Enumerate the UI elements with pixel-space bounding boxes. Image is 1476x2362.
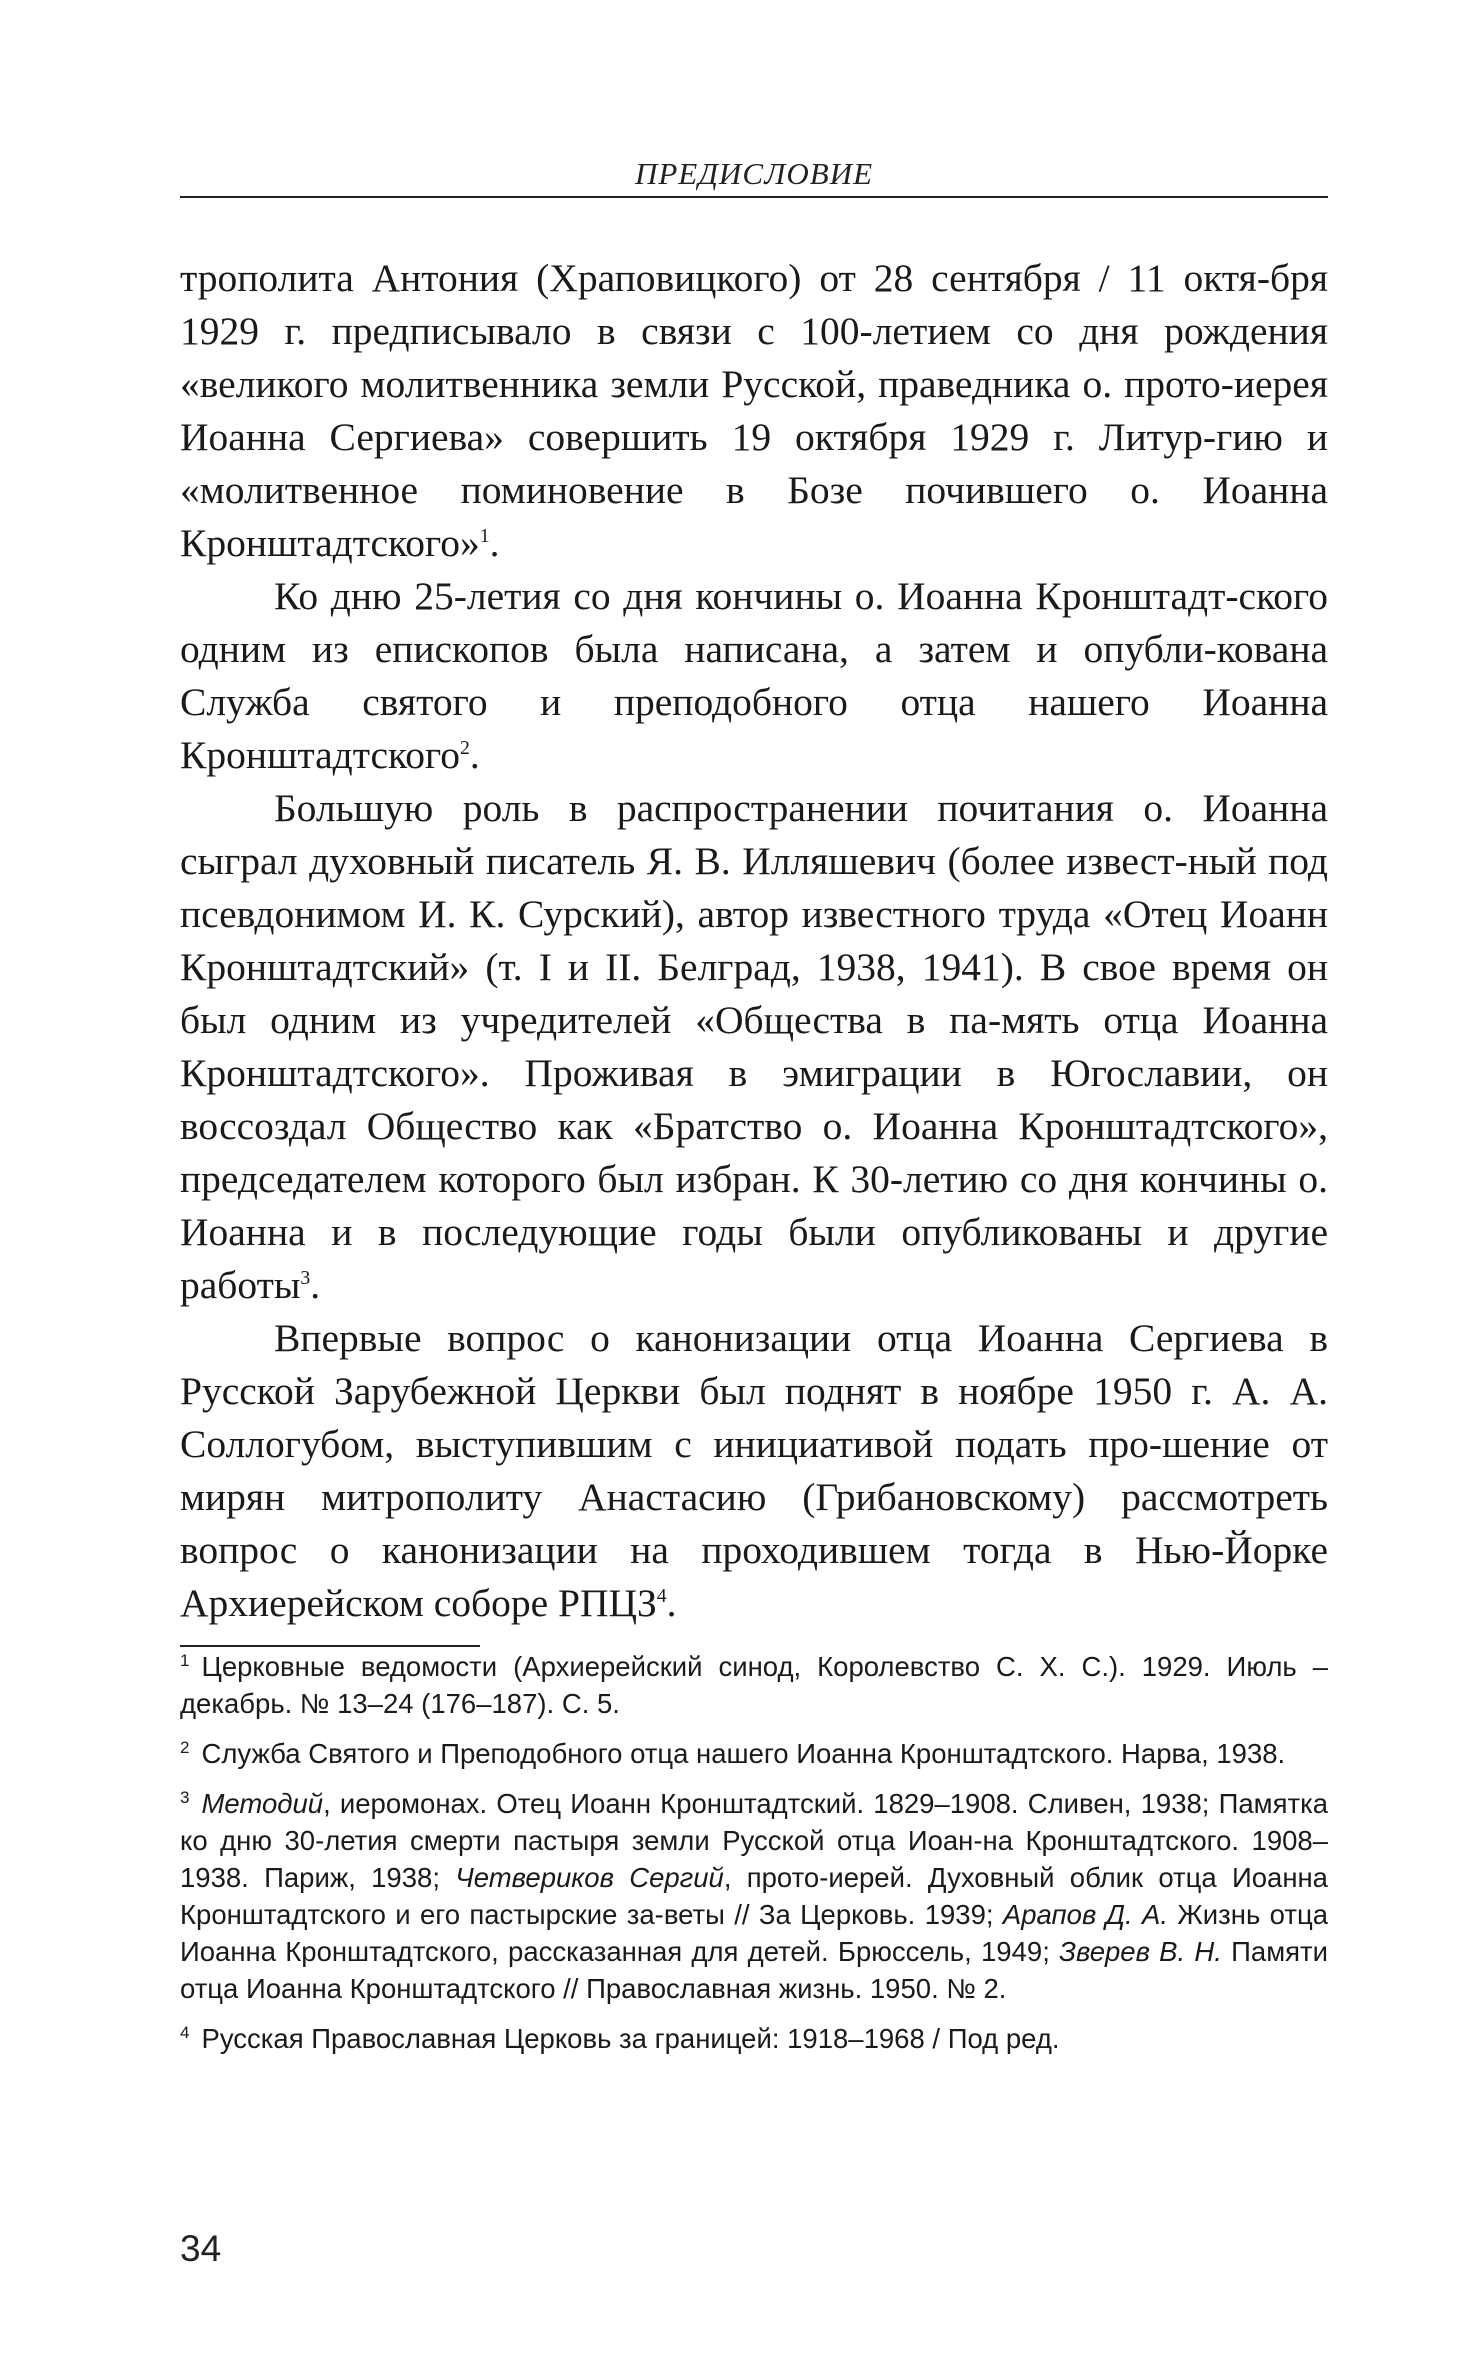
footnote-number: 2 — [180, 1737, 190, 1757]
text-run: Большую роль в распространении почитания о. Иоанна сыграл духовный писатель Я. В. Илляшевич (более извест-ный под псевдонимом И. К. Сурский), автор известного труда «Отец Иоанн Кронштадтский» (т. I и II. Белград, 1938, 1941). В свое время он был одним из учредителей «Общества в па-мять отца Иоанна Кронштадтского». Проживая в эмиграции в Югославии, он воссоздал Общество как «Братство о. Иоанна Кронштадтского», председателем которого был избран. К 30-летию со дня кончины о. Иоанна и в последующие годы были опубликованы и другие работы — [180, 786, 1328, 1307]
footnotes — [180, 1648, 1328, 2070]
text-run: . — [489, 521, 500, 565]
text-run: Жизнь отца Иоанна Кронштадтского, рассказанная для детей. Брюссель, 1949; — [180, 1899, 1328, 1967]
running-head: ПРЕДИСЛОВИЕ — [634, 156, 874, 191]
text-run: , прото-иерей. Духовный облик отца Иоанна Кронштадтского и его пастырские за-веты // За Церковь. 1939; — [180, 1862, 1328, 1930]
footnote-number: 1 — [180, 1650, 190, 1670]
text-run: . — [310, 1263, 321, 1307]
footnote — [180, 1735, 1328, 1772]
footnote-reference: 1 — [479, 524, 490, 547]
footnote — [180, 2020, 1328, 2057]
paragraph — [180, 252, 1328, 570]
italic-author-name: Арапов Д. А. — [1002, 1899, 1169, 1930]
paragraph — [180, 1312, 1328, 1630]
italic-author-name: Методий — [201, 1788, 324, 1819]
text-run: Служба Святого и Преподобного отца нашего Иоанна Кронштадтского. Нарва, 1938. — [201, 1738, 1286, 1769]
paragraph — [180, 570, 1328, 782]
text-run: , иеромонах. Отец Иоанн Кронштадтский. 1829–1908. Сливен, 1938; Памятка ко дню 30-летия смерти пастыря земли Русской отца Иоан-на Кронштадтского. 1908–1938. Париж, 1938; — [180, 1788, 1328, 1893]
main-text — [180, 252, 1328, 1630]
text-run: . — [469, 733, 480, 777]
footnote — [180, 1648, 1328, 1722]
paragraph — [180, 782, 1328, 1312]
italic-author-name: Зверев В. Н. — [1059, 1936, 1222, 1967]
footnote-number: 3 — [180, 1787, 190, 1807]
text-run: трополита Антония (Храповицкого) от 28 сентября / 11 октя-бря 1929 г. предписывало в связи с 100-летием со дня рождения «великого молитвенника земли Русской, праведника о. прото-иерея Иоанна Сергиева» совершить 19 октября 1929 г. Литур-гию и «молитвенное поминовение в Бозе почившего о. Иоанна Кронштадтского» — [180, 256, 1328, 565]
header-rule — [180, 196, 1328, 198]
footnote-reference: 4 — [656, 1584, 667, 1607]
footnote-reference: 2 — [459, 736, 470, 759]
text-run: Ко дню 25-летия со дня кончины о. Иоанна Кронштадт-ского одним из епископов была написана, а затем и опубли-кована Служба святого и преподобного отца нашего Иоанна Кронштадтского — [180, 574, 1328, 777]
text-run: Памяти отца Иоанна Кронштадтского // Православная жизнь. 1950. № 2. — [180, 1936, 1328, 2004]
footnote-reference: 3 — [300, 1266, 311, 1289]
footnote — [180, 1785, 1328, 2007]
page-number: 34 — [180, 2228, 222, 2269]
text-run: Церковные ведомости (Архиерейский синод, Королевство С. Х. С.). 1929. Июль – декабрь. № 13–24 (176–187). С. 5. — [180, 1651, 1328, 1719]
footnote-separator — [180, 1645, 480, 1647]
text-run: . — [666, 1581, 677, 1625]
text-run: Русская Православная Церковь за границей: 1918–1968 / Под ред. — [201, 2023, 1060, 2054]
footnote-number: 4 — [180, 2022, 190, 2042]
italic-author-name: Четвериков Сергий — [455, 1862, 724, 1893]
text-run: Впервые вопрос о канонизации отца Иоанна Сергиева в Русской Зарубежной Церкви был поднят в ноябре 1950 г. А. А. Соллогубом, выступившим с инициативой подать про-шение от мирян митрополиту Анастасию (Грибановскому) рассмотреть вопрос о канонизации на проходившем тогда в Нью-Йорке Архиерейском соборе РПЦЗ — [180, 1316, 1328, 1625]
